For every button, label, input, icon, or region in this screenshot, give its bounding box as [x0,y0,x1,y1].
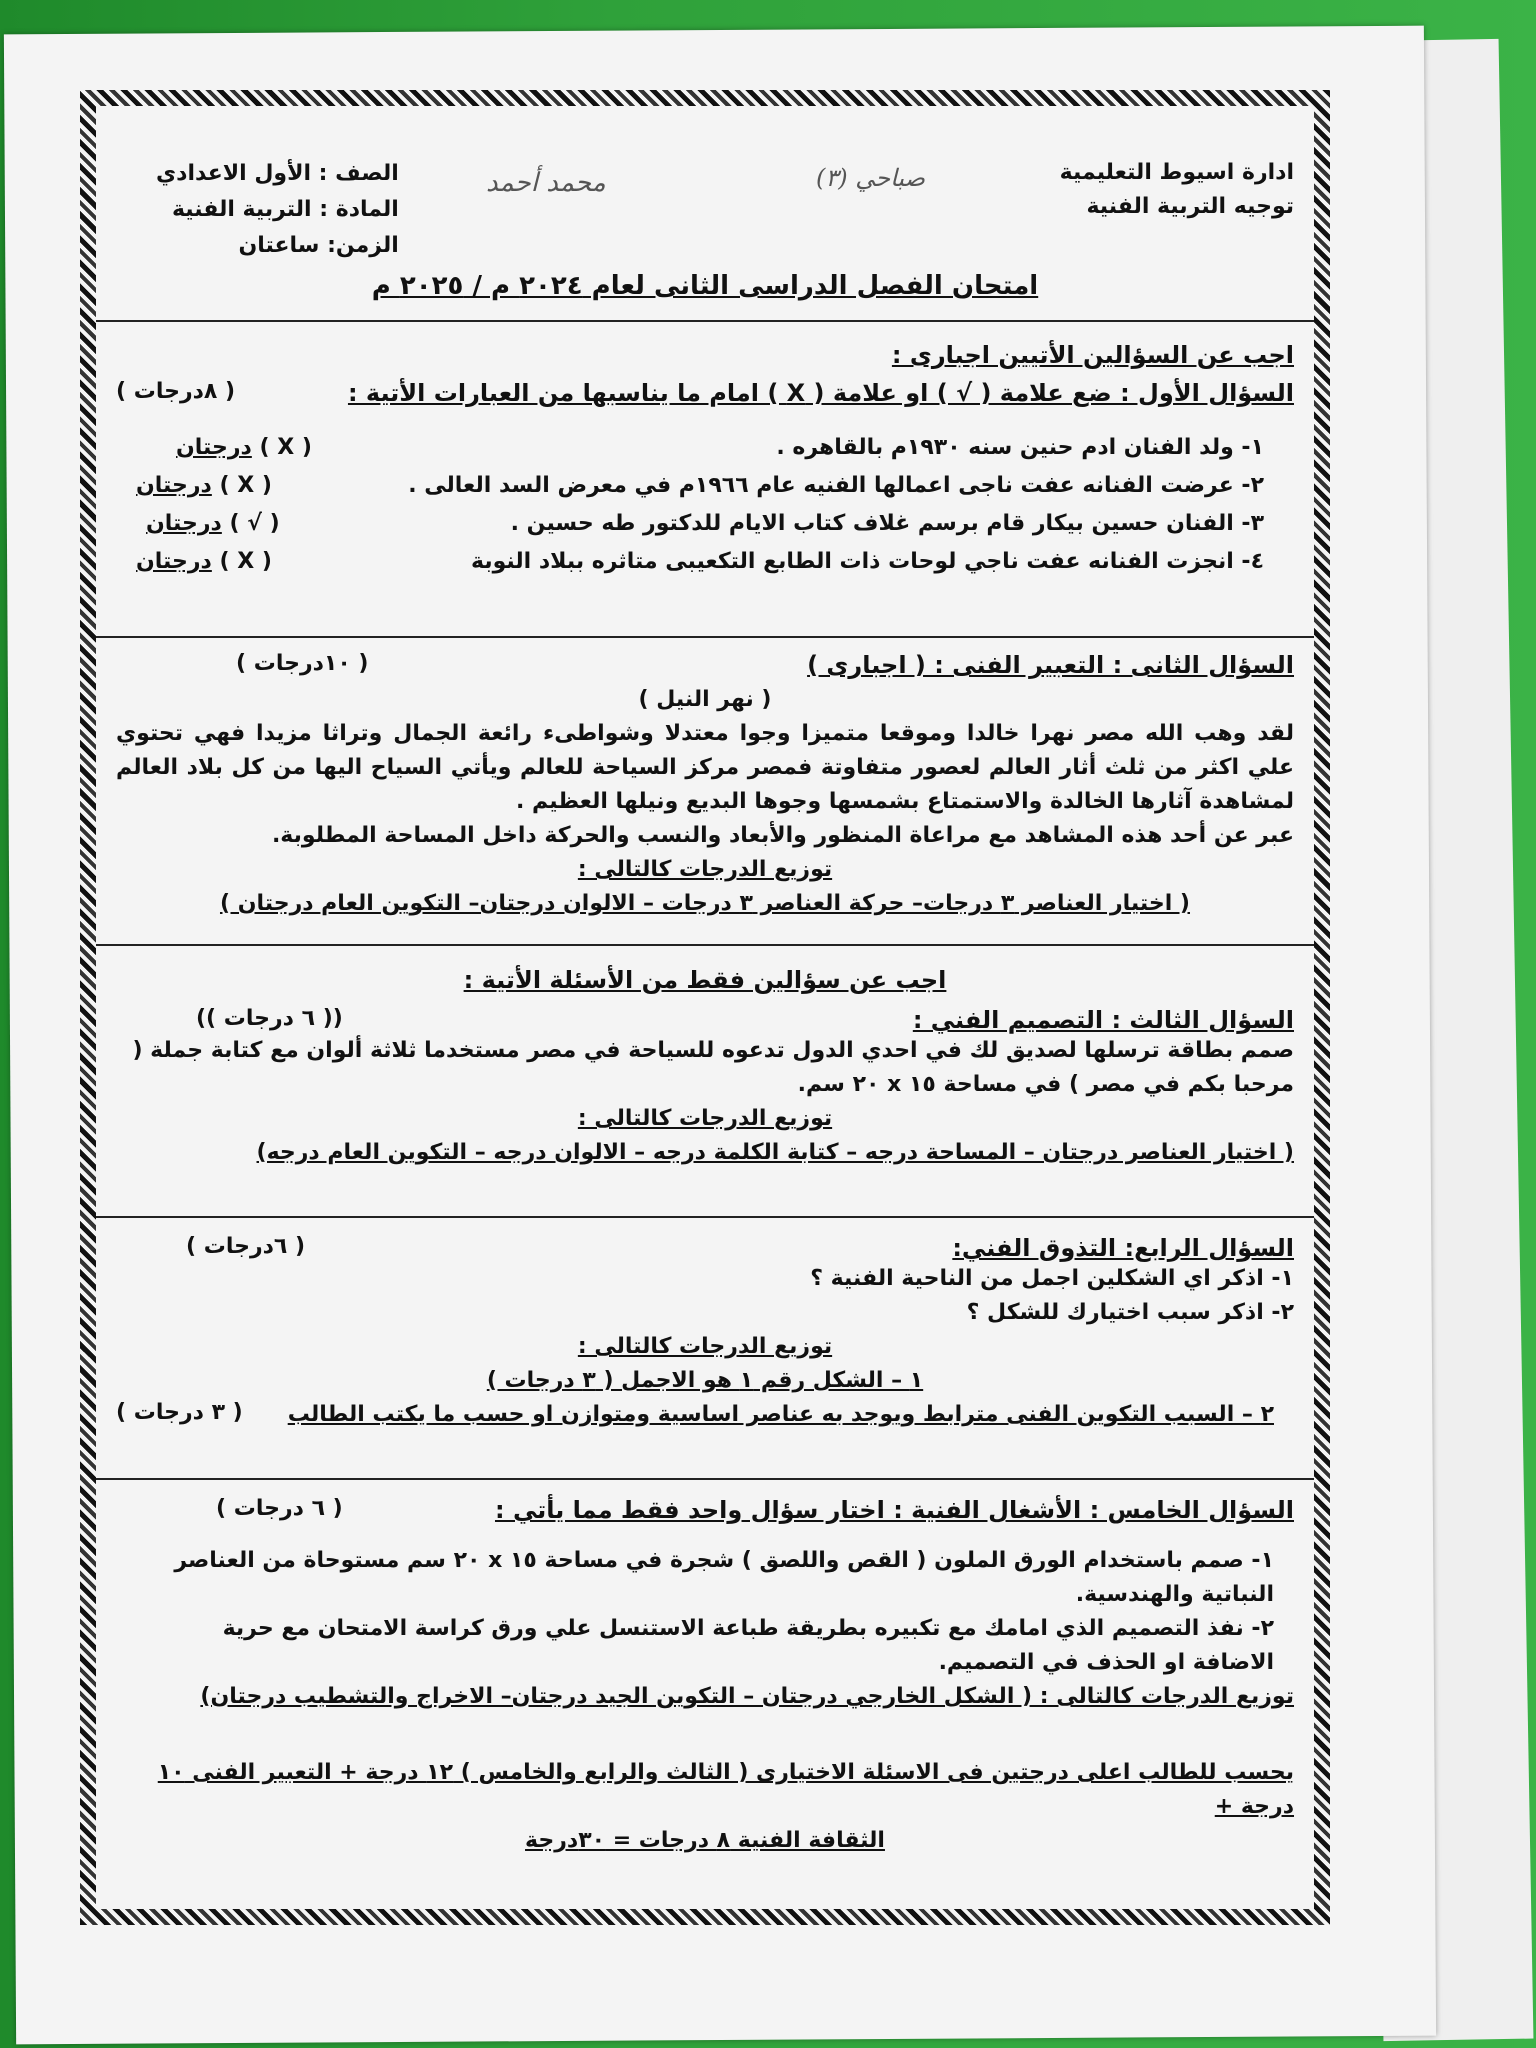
section-3 [116,966,1294,1170]
answer [136,549,272,574]
question-1-marks: ( ٨درجات ) [116,379,236,404]
distribution-title: توزيع الدرجات كالتالى : [577,1106,833,1131]
item-text: ٢- عرضت الفنانه عفت ناجى اعمالها الفنيه عام ١٩٦٦م في معرض السد العالى . [408,473,1264,498]
section-4 [116,1234,1294,1432]
section-1-instruction: اجب عن السؤالين الأتيين اجبارى : [891,341,1294,369]
answer-score: درجتان [176,435,252,460]
answer-score: درجتان [146,511,222,536]
distribution-title: توزيع الدرجات كالتالى : [577,857,833,882]
answer-score: درجتان [136,473,212,498]
grade: الصف : الأول الاعدادي [156,161,399,186]
divider [96,1478,1314,1480]
distribution-details: ( اختيار العناصر درجتان – المساحة درجه – كتابة الكلمة درجه – الالوان درجه – التكوين العام درجه) [256,1140,1294,1165]
question-5-title: السؤال الخامس : الأشغال الفنية : اختار سؤال واحد فقط مما يأتي : [494,1496,1294,1524]
exam-title: امتحان الفصل الدراسى الثانى لعام ٢٠٢٤ م / ٢٠٢٥ م [371,271,1039,301]
essay-task: عبر عن أحد هذه المشاهد مع مراعاة المنظور والأبعاد والنسب والحركة داخل المساحة المطلوبة. [271,823,1294,848]
answer-2-marks: ( ٣ درجات ) [116,1400,243,1425]
question-2-marks: ( ١٠درجات ) [236,651,369,676]
list-item [116,473,1294,511]
section-3-instruction: اجب عن سؤالين فقط من الأسئلة الأتية : [463,966,947,994]
question-2-title: السؤال الثانى : التعبير الفنى : ( اجبارى ) [807,651,1294,679]
list-item [116,435,1294,473]
section-2 [116,651,1294,921]
footer-line-1: يحسب للطالب اعلى درجتين فى الاسئلة الاختيارى ( الثالث والرابع والخامس ) ١٢ درجة + التعبير الفنى ١٠ درجة + [157,1760,1294,1819]
department: توجيه التربية الفنية [1086,194,1294,219]
answer-mark: ( X ) [219,549,272,574]
handwritten-name: محمد أحمد [486,168,606,198]
exam-content [96,106,1314,1909]
section-1 [116,341,1294,587]
subject: المادة : التربية الفنية [171,197,399,222]
answer-score: درجتان [136,549,212,574]
list-item: ٢- اذكر سبب اختيارك للشكل ؟ [966,1300,1294,1325]
list-item: ١- صمم باستخدام الورق الملون ( القص واللصق ) شجرة في مساحة ١٥ x ٢٠ سم مستوحاة من العناصر النباتية والهندسية. [174,1548,1274,1607]
header-right [1060,156,1294,224]
item-text: ٤- انجزت الفنانه عفت ناجي لوحات ذات الطابع التكعيبى متاثره ببلاد النوبة [471,549,1264,574]
footer-line-2: الثقافة الفنية ٨ درجات = ٣٠درجة [525,1828,885,1853]
divider [96,636,1314,638]
answer-1: ١ – الشكل رقم ١ هو الاجمل ( ٣ درجات ) [486,1368,924,1393]
answer-mark: ( X ) [259,435,312,460]
answer-2: ٢ – السبب التكوين الفنى مترابط ويوجد به عناصر اساسية ومتوازن او حسب ما يكتب الطالب [287,1402,1274,1427]
question-3-marks: (( ٦ درجات )) [196,1006,343,1031]
question-3-text: صمم بطاقة ترسلها لصديق لك في احدي الدول تدعوه للسياحة في مصر مستخدما ثلاثة ألوان مع كتابة جملة ( مرحبا بكم في مصر ) في مساحة ١٥ x ٢٠ سم. [132,1038,1294,1097]
list-item: ٢- نفذ التصميم الذي امامك مع تكبيره بطريقة طباعة الاستنسل علي ورق كراسة الامتحان مع حرية الاضافة او الحذف في التصميم. [222,1616,1274,1675]
divider [96,944,1314,946]
answer-mark: ( X ) [219,473,272,498]
answer [136,473,272,498]
answer [146,511,280,536]
question-4-marks: ( ٦درجات ) [186,1234,306,1259]
distribution-details: ( اختيار العناصر ٣ درجات– حركة العناصر ٣ درجات – الالوان درجتان– التكوين العام درجتان ) [219,891,1190,916]
question-3-title: السؤال الثالث : التصميم الفني : [912,1006,1294,1034]
answer-mark: ( √ ) [229,511,280,536]
divider [96,1216,1314,1218]
answer [176,435,312,460]
question-5-marks: ( ٦ درجات ) [216,1496,343,1521]
directorate: ادارة اسيوط التعليمية [1059,160,1294,185]
footer-note [116,1756,1294,1858]
item-text: ٣- الفنان حسين بيكار قام برسم غلاف كتاب الايام للدكتور طه حسين . [510,511,1264,536]
list-item [116,511,1294,549]
time: الزمن: ساعتان [238,233,399,258]
item-text: ١- ولد الفنان ادم حنين سنه ١٩٣٠م بالقاهره . [776,435,1264,460]
handwritten-period: صباحي (٣) [816,164,926,192]
distribution-details: توزيع الدرجات كالتالى : ( الشكل الخارجي درجتان – التكوين الجيد درجتان– الاخراج والتشطيب درجتان) [200,1684,1294,1709]
section-5 [116,1496,1294,1714]
list-item: ١- اذكر اي الشكلين اجمل من الناحية الفنية ؟ [810,1266,1294,1291]
list-item [116,549,1294,587]
divider [96,320,1314,322]
essay-topic: ( نهر النيل ) [638,687,772,712]
question-1-title: السؤال الأول : ضع علامة ( √ ) او علامة ( X ) امام ما يناسبها من العبارات الأتية : [347,379,1294,407]
distribution-title: توزيع الدرجات كالتالى : [577,1334,833,1359]
essay-paragraph: لقد وهب الله مصر نهرا خالدا وموقعا متميزا وجوا معتدلا وشواطىء رائعة الجمال وتراثا مزيدا فهي تحتوي علي اكثر من ثلث أثار العالم لعصور متفاوتة فمصر مركز السياحة للعالم ويأتي السياح اليها من كل بلاد العالم لمشاهدة آثارها الخالدة والاستمتاع بشمسها وجوها البديع ونيلها العظيم . [116,721,1294,814]
question-4-title: السؤال الرابع: التذوق الفني: [952,1234,1294,1262]
header-left [156,156,399,264]
